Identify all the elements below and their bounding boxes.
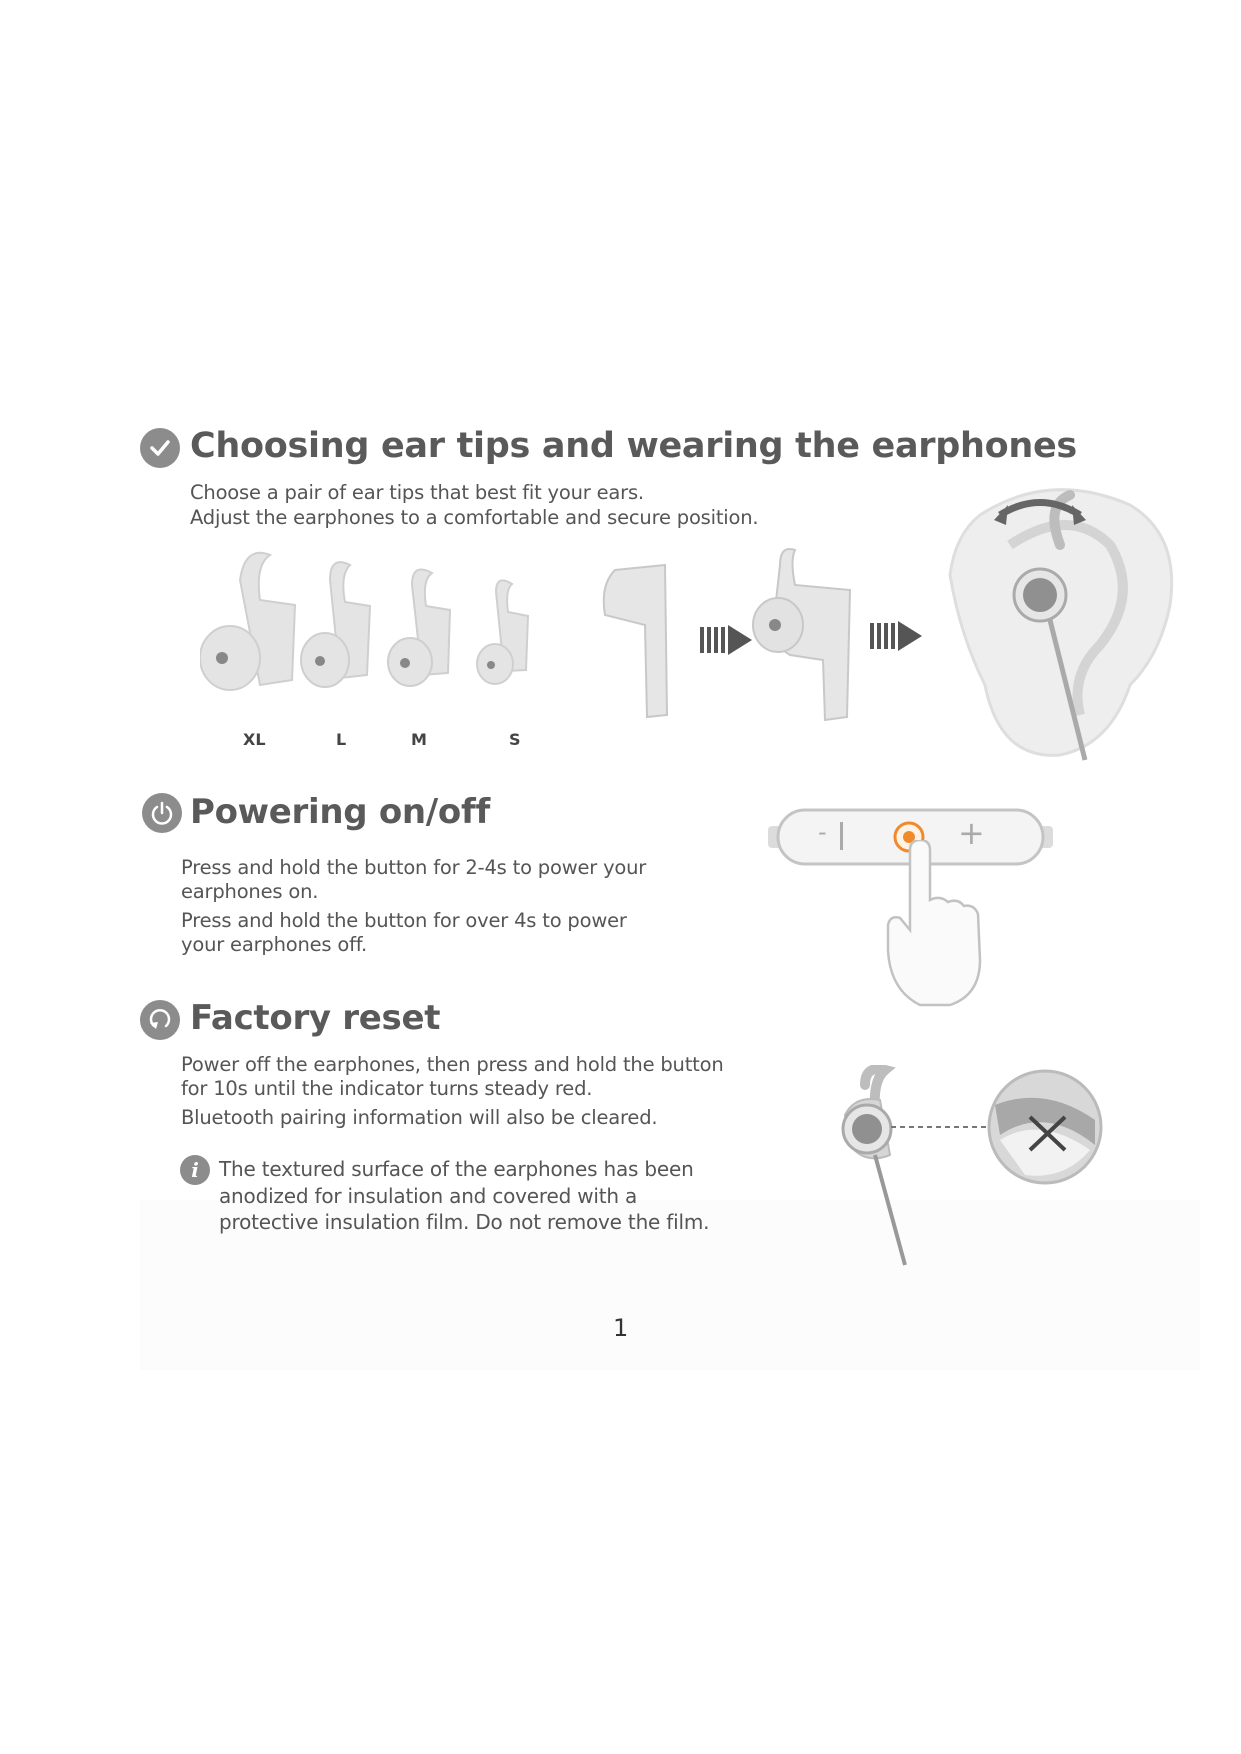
size-label-xl: XL xyxy=(243,730,266,749)
reset-line-3: Bluetooth pairing information will also be cleared. xyxy=(181,1106,658,1129)
ear-tip-attach-illustration xyxy=(595,545,935,730)
reset-line-2: for 10s until the indicator turns steady red. xyxy=(181,1077,593,1100)
ear-tips-line-2: Adjust the earphones to a comfortable and secure position. xyxy=(190,506,759,529)
power-line-3: Press and hold the button for over 4s to power xyxy=(181,909,627,932)
size-label-s: S xyxy=(509,730,521,749)
check-circle-icon xyxy=(140,428,180,468)
note-line-1: The textured surface of the earphones has been xyxy=(219,1157,694,1181)
section-title-factory-reset: Factory reset xyxy=(190,998,441,1038)
minus-button-label: - xyxy=(818,818,827,846)
power-line-4: your earphones off. xyxy=(181,933,368,956)
ear-wearing-illustration xyxy=(940,485,1200,775)
finger-press-icon xyxy=(880,840,990,1010)
size-label-m: M xyxy=(411,730,427,749)
power-line-2: earphones on. xyxy=(181,880,319,903)
protective-film-illustration xyxy=(825,1065,1125,1275)
size-label-l: L xyxy=(336,730,347,749)
power-line-1: Press and hold the button for 2-4s to power your xyxy=(181,856,647,879)
plus-button-label: + xyxy=(958,814,985,852)
info-icon: i xyxy=(180,1155,210,1185)
ear-tips-line-1: Choose a pair of ear tips that best fit your ears. xyxy=(190,481,644,504)
power-icon xyxy=(142,793,182,833)
note-line-3: protective insulation film. Do not remove the film. xyxy=(219,1210,710,1234)
reset-icon xyxy=(140,1000,180,1040)
section-title-ear-tips: Choosing ear tips and wearing the earphones xyxy=(190,426,1077,466)
note-line-2: anodized for insulation and covered with a xyxy=(219,1184,638,1208)
ear-tip-sizes-illustration xyxy=(200,540,560,710)
button-divider xyxy=(840,822,843,850)
page-number: 1 xyxy=(613,1314,629,1342)
reset-line-1: Power off the earphones, then press and hold the button xyxy=(181,1053,724,1076)
section-title-powering: Powering on/off xyxy=(190,792,490,832)
